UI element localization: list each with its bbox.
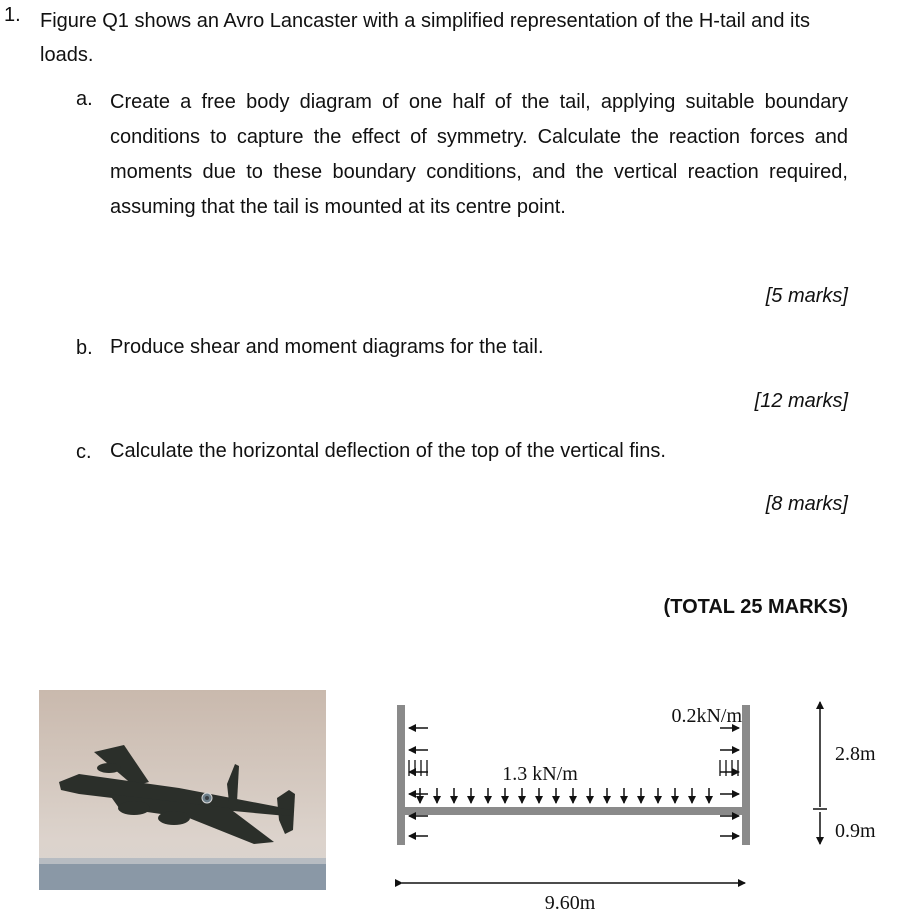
part-a-text: Create a free body diagram of one half of the tail, applying suitable boundary conditions to capture the effect of symmetry. Calculate the reaction forces and moments due to these boundary conditions, and the vertical reaction required, assuming that the tail is mounted at its centre point. [110,91,848,218]
h-tail-diagram [380,690,898,915]
question-number: 1. [4,4,21,26]
part-a-marks: [5 marks] [765,285,848,307]
right-vertical-fin [742,705,750,845]
roundel-center [205,796,209,800]
span-label: 9.60m [544,892,596,914]
part-c-label: c. [76,441,92,463]
left-fin-hatch [409,760,427,776]
lower-height-label: 0.9m [835,820,876,842]
horizontal-tailplane [397,807,750,815]
side-load-label: 0.2kN/m [671,705,742,727]
part-b-text: Produce shear and moment diagrams for the tail. [110,336,544,358]
right-fin-side-load-arrows [720,728,739,836]
distributed-load-arrows [420,788,709,803]
upper-height-label: 2.8m [835,743,876,765]
photo-sea [39,862,326,890]
aircraft-photo [39,690,326,890]
total-marks: (TOTAL 25 MARKS) [663,596,848,618]
left-fin-side-load-arrows [409,728,428,836]
part-a-label: a. [76,88,93,110]
question-intro: Figure Q1 shows an Avro Lancaster with a simplified representation of the H-tail and its loads. [40,10,811,66]
right-fin-hatch [720,760,738,776]
left-vertical-fin [397,705,405,845]
distributed-load-label: 1.3 kN/m [502,763,578,785]
photo-horizon [39,858,326,864]
part-c-marks: [8 marks] [765,493,848,515]
part-c-text: Calculate the horizontal deflection of the top of the vertical fins. [110,440,666,462]
part-b-label: b. [76,337,93,359]
part-b-marks: [12 marks] [754,390,848,412]
